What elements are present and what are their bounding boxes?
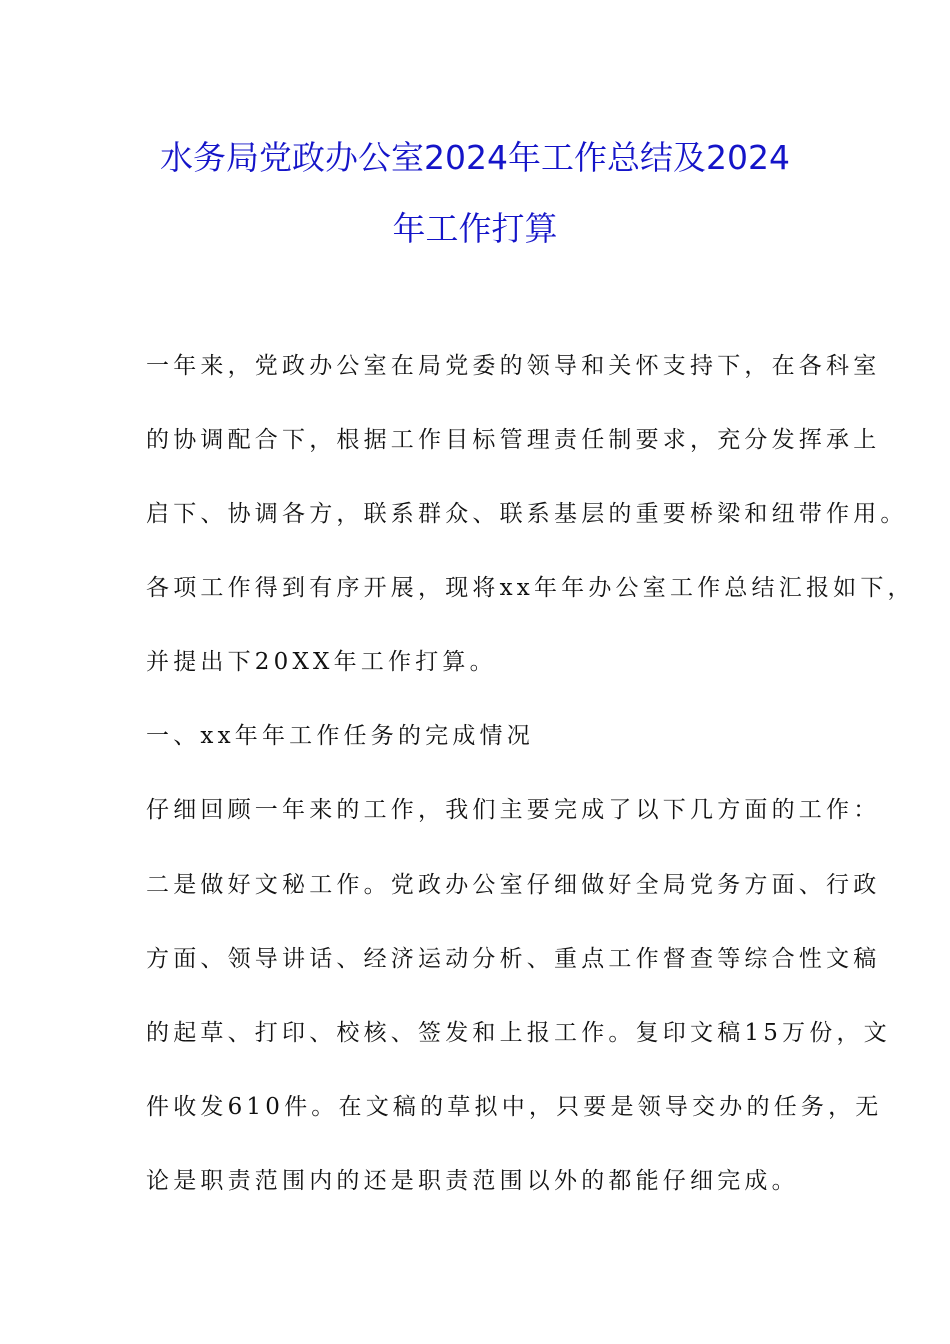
document-title-line-2: 年工作打算	[392, 209, 558, 248]
paragraph-intro-line-3: 启下、协调各方，联系群众、联系基层的重要桥梁和纽带作用。	[146, 501, 908, 527]
paragraph-secretarial-line-2: 方面、领导讲话、经济运动分析、重点工作督查等综合性文稿	[146, 946, 881, 972]
paragraph-intro-line-5: 并提出下20XX年工作打算。	[146, 649, 497, 675]
paragraph-intro-line-2: 的协调配合下，根据工作目标管理责任制要求，充分发挥承上	[146, 427, 881, 453]
paragraph-review-line: 仔细回顾一年来的工作，我们主要完成了以下几方面的工作：	[146, 797, 881, 823]
section-heading: 一、xx年年工作任务的完成情况	[146, 723, 534, 749]
document-title-line-1: 水务局党政办公室2024年工作总结及2024	[160, 138, 790, 177]
paragraph-secretarial-line-1: 二是做好文秘工作。党政办公室仔细做好全局党务方面、行政	[146, 872, 881, 898]
paragraph-secretarial-line-4: 件收发610件。在文稿的草拟中，只要是领导交办的任务，无	[146, 1094, 883, 1120]
paragraph-secretarial-line-3: 的起草、打印、校核、签发和上报工作。复印文稿15万份，文	[146, 1020, 891, 1046]
paragraph-intro-line-4: 各项工作得到有序开展，现将xx年年办公室工作总结汇报如下，	[146, 575, 915, 601]
paragraph-intro-line-1: 一年来，党政办公室在局党委的领导和关怀支持下，在各科室	[146, 353, 881, 379]
paragraph-secretarial-line-5: 论是职责范围内的还是职责范围以外的都能仔细完成。	[146, 1168, 799, 1194]
